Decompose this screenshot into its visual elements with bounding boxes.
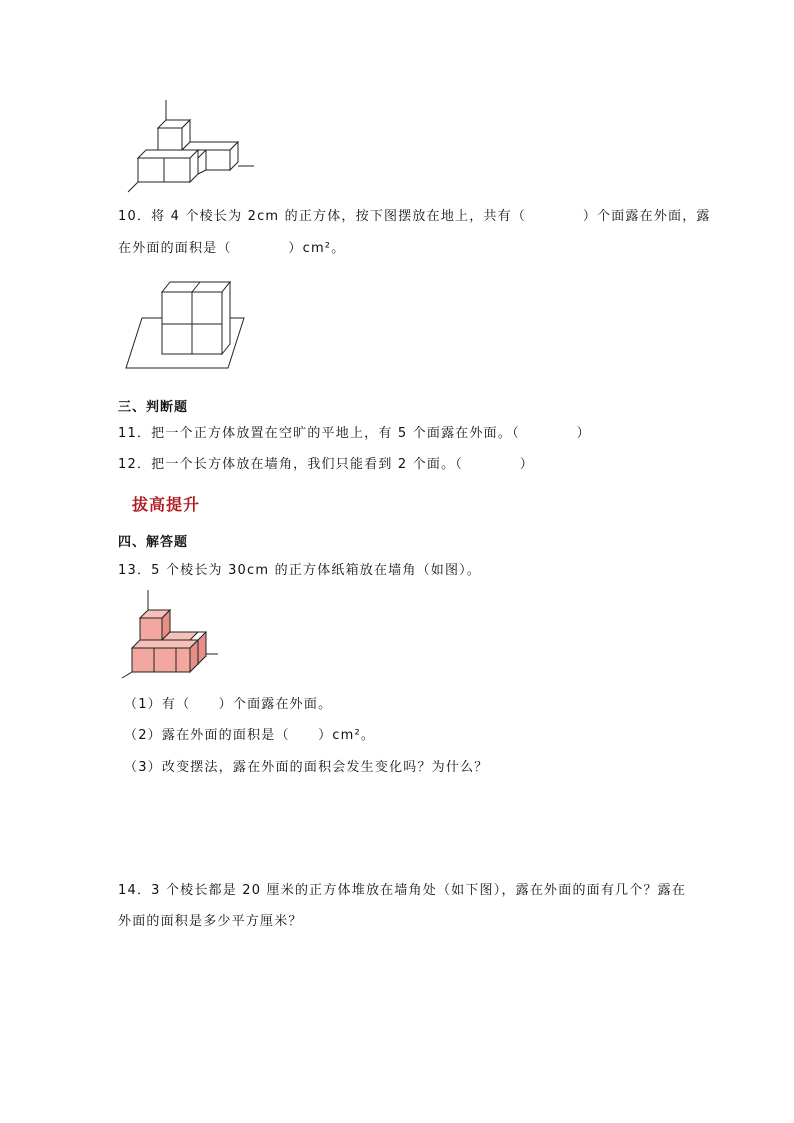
q14-line1: 14．3 个棱长都是 20 厘米的正方体堆放在墙角处（如下图），露在外面的面有几个？露在 bbox=[118, 883, 687, 898]
advance-title: 拔高提升 bbox=[132, 495, 201, 514]
q12-text: 12．把一个长方体放在墙角，我们只能看到 2 个面。（ ） bbox=[118, 457, 534, 472]
section3-title: 三、判断题 bbox=[118, 400, 189, 415]
q14-line2: 外面的面积是多少平方厘米？ bbox=[118, 914, 303, 929]
q11-text: 11．把一个正方体放置在空旷的平地上，有 5 个面露在外面。（ ） bbox=[118, 426, 591, 441]
section4-title: 四、解答题 bbox=[118, 535, 189, 550]
q13-sub1: （1）有（ ）个面露在外面。 bbox=[124, 697, 333, 712]
figure-cubes-on-ground bbox=[124, 272, 274, 372]
q10-line1: 10．将 4 个棱长为 2cm 的正方体，按下图摆放在地上，共有（ ）个面露在外面，露 bbox=[118, 209, 711, 224]
figure-cubes-corner-top bbox=[120, 98, 260, 198]
q10-line2: 在外面的面积是（ ）cm²。 bbox=[118, 241, 346, 256]
figure-pink-cubes-corner bbox=[118, 588, 228, 680]
q13-sub3: （3）改变摆法，露在外面的面积会发生变化吗？为什么？ bbox=[124, 760, 489, 775]
q13-text: 13．5 个棱长为 30cm 的正方体纸箱放在墙角（如图）。 bbox=[118, 563, 482, 578]
q13-sub2: （2）露在外面的面积是（ ）cm²。 bbox=[124, 728, 376, 743]
